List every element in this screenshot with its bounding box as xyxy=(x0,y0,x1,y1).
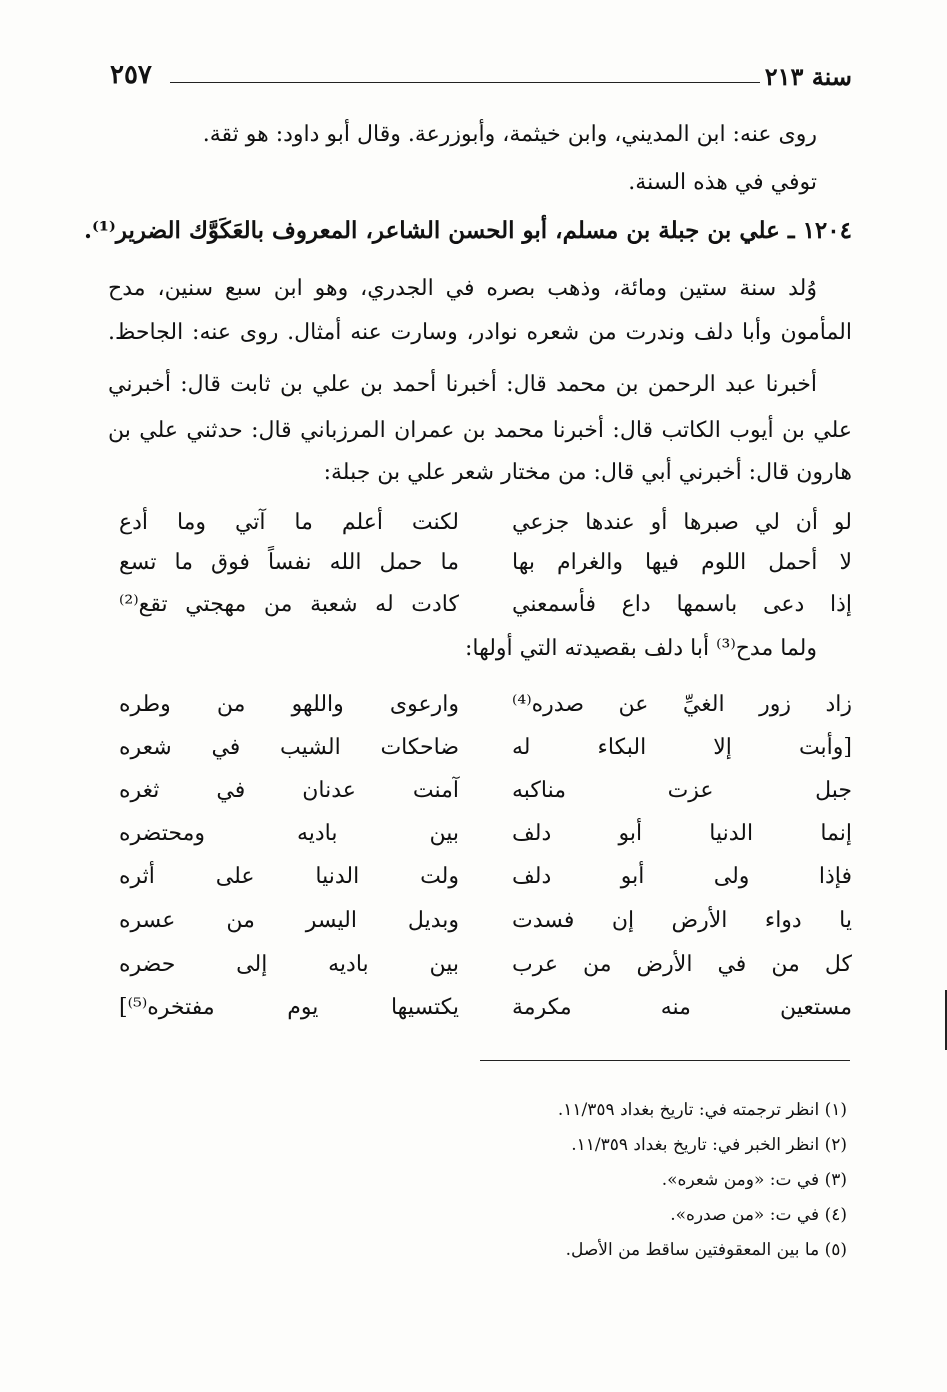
text-line: علي بن أيوب الكاتب قال: أخبرنا محمد بن عمران المرزباني قال: حدثني علي بن xyxy=(108,418,852,443)
text-line: هارون قال: أخبرني أبي قال: من مختار شعر علي بن جبلة: xyxy=(323,460,852,485)
verse-second-hemistich: بين باديه ومحتضره xyxy=(119,821,459,846)
header-rule xyxy=(170,82,760,83)
footnote: (٤) في ت: «من صدره». xyxy=(670,1205,847,1225)
verse-second-hemistich: لكنت أعلم ما آتي وما أدع xyxy=(119,510,459,535)
verse-second-hemistich: ضاحكات الشيب في شعره xyxy=(119,735,459,760)
text-line: المأمون وأبا دلف وندرت من شعره نوادر، وسارت عنه أمثال. روى عنه: الجاحظ. xyxy=(108,320,852,345)
text-line: ولما مدح⁽³⁾ أبا دلف بقصيدته التي أولها: xyxy=(464,636,817,661)
verse-second-hemistich: كادت له شعبة من مهجتي تقع⁽²⁾ xyxy=(119,592,459,617)
verse-first-hemistich: فإذا ولى أبو دلف xyxy=(512,864,852,889)
page-header xyxy=(110,60,852,100)
footnote-rule xyxy=(480,1060,850,1061)
verse-second-hemistich: وبديل اليسر من عسره xyxy=(119,908,459,933)
page-number: ٢٥٧ xyxy=(110,60,152,90)
verse-first-hemistich: لو أن لي صبرها أو عندها جزعي xyxy=(512,510,852,535)
verse-first-hemistich: إذا دعى باسمها داع فأسمعني xyxy=(512,592,852,617)
verse-first-hemistich: يا دواء الأرض إن فسدت xyxy=(512,908,852,933)
text-line: أخبرنا عبد الرحمن بن محمد قال: أخبرنا أحمد بن علي بن ثابت قال: أخبرني xyxy=(108,372,817,397)
footnote: (٥) ما بين المعقوفتين ساقط من الأصل. xyxy=(565,1240,847,1260)
verse-first-hemistich: لا أحمل اللوم فيها والغرام بها xyxy=(512,550,852,575)
verse-second-hemistich: يكتسيها يوم مفتخره⁽⁵⁾] xyxy=(119,995,459,1020)
verse-first-hemistich: كل من في الأرض من عرب xyxy=(512,952,852,977)
section-title: سنة ٢١٣ xyxy=(764,62,852,91)
footnote: (١) انظر ترجمته في: تاريخ بغداد ١١/٣٥٩. xyxy=(557,1100,847,1120)
verse-first-hemistich: زاد زور الغيِّ عن صدره⁽⁴⁾ xyxy=(512,692,852,717)
verse-second-hemistich: آمنت عدنان في ثغره xyxy=(119,778,459,803)
verse-second-hemistich: وارعوى واللهو من وطره xyxy=(119,692,459,717)
verse-second-hemistich: ما حمل الله نفساً فوق ما تسع xyxy=(119,550,459,575)
verse-second-hemistich: ولت الدنيا على أثره xyxy=(119,864,459,889)
footnote: (٢) انظر الخبر في: تاريخ بغداد ١١/٣٥٩. xyxy=(571,1135,847,1155)
text-line: وُلد سنة ستين ومائة، وذهب بصره في الجدري، وهو ابن سبع سنين، مدح xyxy=(108,276,817,301)
verse-second-hemistich: بين باديه إلى حضره xyxy=(119,952,459,977)
footnote: (٣) في ت: «ومن شعره». xyxy=(661,1170,847,1190)
verse-first-hemistich: إنما الدنيا أبو دلف xyxy=(512,821,852,846)
entry-heading: ١٢٠٤ ـ علي بن جبلة بن مسلم، أبو الحسن الشاعر، المعروف بالعَكَوَّك الضرير⁽¹⁾. xyxy=(84,217,852,244)
text-line: روى عنه: ابن المديني، وابن خيثمة، وأبوزرعة. وقال أبو داود: هو ثقة. xyxy=(202,122,817,147)
verse-first-hemistich: جبل عزت مناكبه xyxy=(512,778,852,803)
text-line: توفي في هذه السنة. xyxy=(628,170,817,195)
verse-first-hemistich: [وأبت إلا البكاء له xyxy=(512,735,852,760)
verse-first-hemistich: مستعين منه مكرمة xyxy=(512,995,852,1020)
